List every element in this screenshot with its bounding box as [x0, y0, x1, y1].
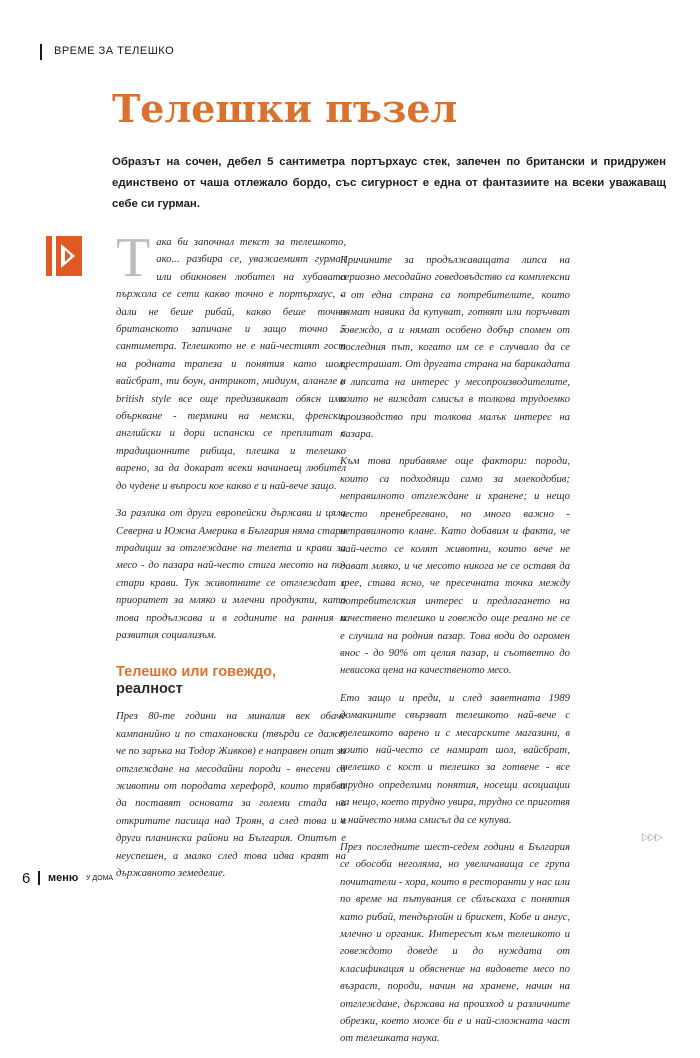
paragraph: През 80-те години на миналия век обаче кампанийно и по стахановски (твърди се даже, че по заръка на Тодор Живков) е направен опит за отглеждане на месодайни породи - внесени са животни от породата херефорд, които трябва да поставят основата за големи стада на откритите пасища над Троян, а след това и в други планински райони на България. Опитът е неуспешен, а малко след това идва краят на държавното земеделие. — [116, 710, 346, 879]
continue-arrows-icon: ▷▷▷ — [641, 832, 662, 843]
article-title: Телешки пъзел — [112, 86, 458, 131]
paragraph: Ето защо и преди, и след заветната 1989 домакините свързват телешкото най-вече с телешкото варено и с месарските магазини, в които най-често се намират шол, вайсбрат, телешко с кост и телешко за готвене - все трудно определими понятия, носещи асоциации за нещо, което трудно увира, трудно се приготвя и найчесто няма смисъл да се купува. — [340, 691, 570, 826]
subheading-line-1: Телешко или говеждо, — [116, 664, 277, 681]
section-header — [40, 44, 480, 62]
magazine-logo: меню — [48, 872, 79, 884]
paragraph: Така би започнал текст за телешкото, ако... разбира се, уважаемият гурман или обикновен любител на хубавата пържола се сети какво точно е портърхаус, а дали не беше рибай, какво беше точно британското запичане и защо точно 5 сантиметра. Телешкото не е най-честият гост на родната трапеза и понятия като шол, вайсбрат, ти боун, антрикот, мидиум, аланглe и british style все още предизвикват обясн имо объркване - термини на немски, френски, английски и дори испански се преплитат с традиционните рибица, плешка и телешко варено, за да докарат всеки начинаещ любител до чудене и въпроси кое какво е и най-вече защо. — [116, 227, 346, 492]
subheading-line-2: реалност — [116, 681, 183, 698]
article-column-left — [116, 227, 346, 892]
article-column-right — [340, 252, 570, 1058]
paragraph: Към това прибавяме още фактори: породи, които са подходящи само за млекодобив; неправилното отглеждане и хранене; и нещо често пренебрегвано, но много важно - неправилното клане. Като добавим и факта, че най-често се колят животни, които вече не дават мляко, и че месото никога не се оставя да зрее, става ясно, че пресечната точка между потребителския интерес и предлагането на качествено телешко и говеждо още реално не се е случила на родния пазар. Това води до огромен внос - до 90% от целия пазар, и съответно до невисока цена на качественото месо. — [340, 455, 570, 677]
subheading — [116, 664, 346, 698]
drop-cap: Т — [116, 227, 151, 289]
magazine-subtitle: У ДОМА — [86, 875, 114, 882]
section-divider — [40, 44, 42, 60]
paragraph: За разлика от други европейски държави и цяла Северна и Южна Америка в България няма стари традиции за отглеждане на телета и крави за месо - до пазара най-често стига месото на по-стари крави. Тук животните се отглеждат с приоритет за мляко и млечни продукти, като това продължава и в годините на ранния и развития социализъм. — [116, 507, 346, 641]
arrow-marker-icon — [46, 236, 82, 276]
page-number: 6 — [22, 870, 31, 887]
paragraph: Причините за продължаващата липса на сериозно месодайно говедовъдство са комплексни - от една страна са потребителите, които нямат навика да купуват, готвят или поръчват говеждо, а и нямат особено добър спомен от последния път, когато им се е случвало да се престрашат. От другата страна на барикадата е липсата на интерес у месопроизводителите, които не виждат смисъл в толкова трудоемко производство при толкова малък интерес на пазара. — [340, 254, 570, 441]
footer-divider — [38, 871, 40, 885]
article-lead: Образът на сочен, дебел 5 сантиметра портърхаус стек, запечен по британски и придружен единствено от чаша отлежало бордо, със сигурност е една от фантазиите на всеки уважаващ себе си гурман. — [112, 156, 666, 210]
paragraph: През последните шест-седем години в България се обособи неголяма, но увеличаваща се група почитатели - хора, които в ресторанти у нас или по време на пътувания се сблъскаха с понятия като рибай, тендърлойн и брискет, Кобе и ангус, млечно и органик. Интересът към телешкото и говеждото доведе и до нуждата от класификация и обяснение на видовете месо по възраст, породи, начин на хранене, начин на отглеждане, държава на произход и различните обрезки, което може би е и най-сложната част от телешката наука. — [340, 841, 570, 1045]
section-label: ВРЕМЕ ЗА ТЕЛЕШКО — [54, 45, 175, 57]
